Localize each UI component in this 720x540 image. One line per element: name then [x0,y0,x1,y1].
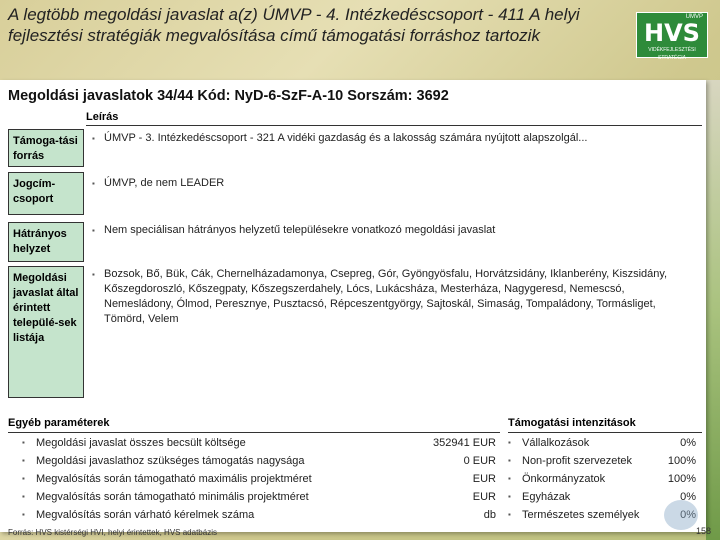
param-row [22,434,496,452]
label-title-group: Jogcím-csoport [8,172,84,215]
row-value: 0% [680,491,696,503]
bullet-icon: ▪ [508,492,511,501]
row-value: 352941 EUR [433,437,496,449]
bullet-icon: ▪ [22,474,25,483]
row-label: Természetes személyek [522,509,640,521]
description-header: Leírás [86,111,702,126]
value-funding-source: ▪ ÚMVP - 3. Intézkedéscsoport - 321 A vidéki gazdaság és a lakosság számára nyújtott alapszolgál... [92,131,692,146]
badge-logo [664,500,698,530]
row-value: db [483,509,496,521]
row-value: 100% [667,473,696,485]
value-disadvantaged: ▪ Nem speciálisan hátrányos helyzetű településekre vonatkozó megoldási javaslat [92,223,692,238]
param-row [22,470,496,488]
bullet-icon: ▪ [22,456,25,465]
row-label: Egyházak [522,491,571,503]
hvs-logo [636,12,708,61]
row-label: Megvalósítás során támogatható maximális projektméret [36,473,312,485]
label-funding-source: Támoga-tási forrás [8,129,84,167]
value-title-group: ▪ ÚMVP, de nem LEADER [92,176,692,191]
row-value: 0 EUR [463,455,496,467]
row-label: Megvalósítás során várható kérelmek száma [36,509,255,521]
row-label: Megoldási javaslat összes becsült költsége [36,437,246,449]
row-value: EUR [472,473,496,485]
logo-subtitle: VIDÉKFEJLESZTÉSI STRATÉGIA [648,47,696,61]
intensity-row [508,434,696,452]
bullet-icon: ▪ [22,492,25,501]
slide-title: A legtöbb megoldási javaslat a(z) ÚMVP - 4. Intézkedéscsoport - 411 A helyi fejlesztési stratégiák megvalósítása című támogatási forráshoz tartozik [8,5,580,45]
bullet-icon: ▪ [508,438,511,447]
bullet-icon: ▪ [508,474,511,483]
source-note: Forrás: HVS kistérségi HVI, helyi érintettek, HVS adatbázis [8,528,217,537]
param-row [22,452,496,470]
bullet-icon: ▪ [22,510,25,519]
row-label: Vállalkozások [522,437,590,449]
label-disadvantaged: Hátrányos helyzet [8,222,84,262]
logo-tag: ÚMVP [685,14,703,20]
value-settlements: ▪ Bozsok, Bő, Bük, Cák, Chernelházadamonya, Csepreg, Gór, Gyöngyösfalu, Horvátzsidány, Iklanberény, Kiszsidány, Kőszegdoroszló, Kőszegpaty, Kőszegszerdahely, Lócs, Lukácsháza, Mesterháza, Nagygeresd, Nemescsó, Nemesládony, Ólmod, Peresznye, Pusztacsó, Répceszentgyörgy, Sajtoskál, Simaság, Tompaládony, Tormásliget, Tömörd, Velem [92,267,682,327]
row-label: Megoldási javaslathoz szükséges támogatás nagysága [36,455,305,467]
bullet-icon: ▪ [508,456,511,465]
bullet-icon: ▪ [22,438,25,447]
intensity-title: Támogatási intenzitások [508,417,702,433]
logo-text: HVS [644,19,700,47]
row-value: EUR [472,491,496,503]
row-value: 0% [680,437,696,449]
param-row [22,506,496,524]
row-label: Megvalósítás során támogatható minimális projektméret [36,491,309,503]
bullet-icon: ▪ [508,510,511,519]
row-value: 0% [680,509,696,521]
intensity-row [508,470,696,488]
row-value: 100% [667,455,696,467]
param-row [22,488,496,506]
params-title: Egyéb paraméterek [8,417,500,433]
row-label: Önkormányzatok [522,473,606,485]
intensity-row [508,452,696,470]
decorative-strip [706,80,720,540]
page-number: 158 [696,526,712,536]
intensity-row [508,488,696,506]
label-settlements: Megoldási javaslat által érintett települé-sek listája [8,266,84,398]
main-title: Megoldási javaslatok 34/44 Kód: NyD-6-SzF-A-10 Sorszám: 3692 [8,88,449,104]
row-label: Non-profit szervezetek [522,455,633,467]
